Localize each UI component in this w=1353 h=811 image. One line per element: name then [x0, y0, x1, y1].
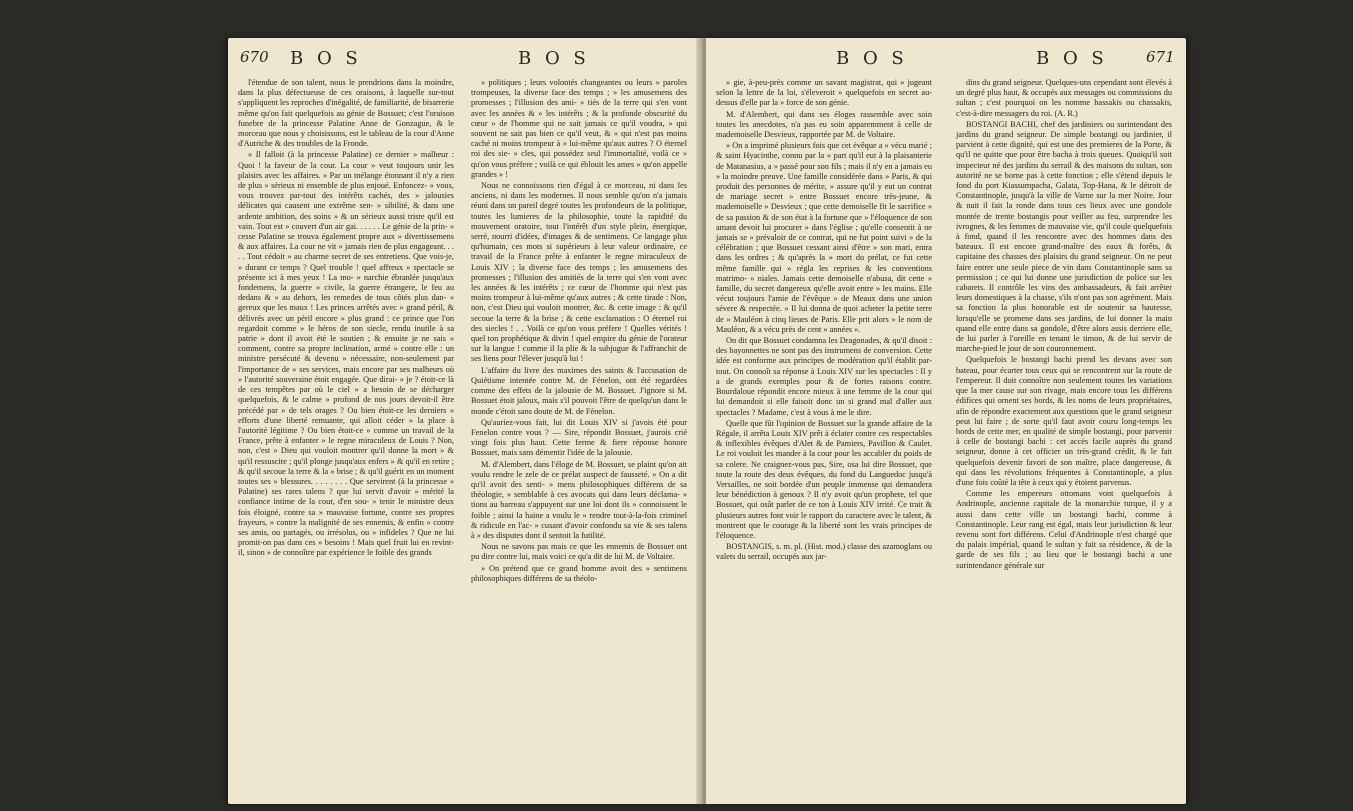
right-column-2 — [956, 78, 1172, 796]
paragraph: On dit que Bossuet condamna les Dragonades, & qu'il disoit : des bayonnettes ne sont pas des instrumens de conversion. Cette idée est conforme aux principes de modération qu'il établit par-tout. On connoît sa réponse à Louis XIV sur les spectacles : Il y a de grands exemples pour & de fortes raisons contre. Bourdaloue répondit encore mieux à une femme de la cour qui lui demandoit si elle faisoit donc un si grand mal d'aller aux spectacles ? Madame, c'est à vous à me le dire. — [716, 336, 932, 417]
paragraph: » gie, à-peu-près comme un savant magistrat, qui » jugeant selon la lettre de la loi, s'éleveroit » quelquefois en secret au-dessus d'elle par la » force de son génie. — [716, 78, 932, 108]
right-page — [706, 38, 1186, 804]
right-columns — [716, 78, 1176, 796]
paragraph: Quelquefois le bostangi bachi prend les devans avec son bateau, pour écarter tous ceux qui se rencontrent sur la route de l'empereur. Il doit connoître non seulement toutes les variations que la mer cause sur son rivage, mais encore tous les différens édifices qui ornent ses bords, & les noms de leurs propriétaires, afin de répondre exactement aux questions que le grand seigneur peut lui faire ; de sorte qu'il faut avoir couru long-temps les bords de cette mer, en qualité de simple bostangi, pour parvenir à celle de bostangi bachi : cet accès facile auprès du grand seigneur, donne à cet officier un très-grand crédit, & le fait quelquefois devenir favori de son maître, place dangereuse, & qui dans les révolutions fréquentes à Constantinople, a plus d'une fois coûté la tête à ceux qui y étoient parvenus. — [956, 355, 1172, 487]
paragraph: BOSTANGI BACHI, chef des jardiniers ou surintendant des jardins du grand seigneur. De simple bostangi ou jardinier, il parvient à cette dignité, qui est une des premieres de la Porte, & qu'il ne quitte que pour être bacha à trois queues. Quoiqu'il soit inspecteur né des jardins du serrail & des maisons du sultan, son autorité ne se borne pas à cette fonction ; elle s'étend depuis le fond du port Kiassumpacha, Galata, Top-Hana, & le détroit de Constantinople, jusqu'à la ville de Varne sur la mer Noire. Jour & nuit il fait la ronde dans tous ces lieux avec une gondole montée de trente bostangis pour veiller au feu, surprendre les ivrognes, & les femmes de mauvaise vie, qu'il coule quelquefois à fond, quand il les rencontre avec des hommes dans des bateaux. Il est encore grand-maître des eaux & forêts, & capitaine des chasses des plaisirs du grand seigneur. On ne peut faire entrer une seule piece de vin dans Constantinople sans sa permission ; ce qui lui donne une jurisdiction de police sur les cabarets. Il contrôle les vins des ambassadeurs, & fait arrêter leurs domestiques à la chasse, s'ils n'ont pas son agrément. Mais sa fonction la plus honorable est de soutenir sa hautesse, lorsqu'elle se promene dans ses jardins, de lui donner la main quand elle entre dans sa gondole, d'être alors assis derriere elle, de lui parler à l'oreille en tenant le timon, & de lui servir de marche-pied le jour de son couronnement. — [956, 119, 1172, 354]
left-head-word-center: B O S — [518, 48, 590, 69]
paragraph: L'affaire du livre des maximes des saints & l'accusation de Quiétisme intentée contre M. de Fénelon, ont été regardées comme des effets de la jalousie de M. Bossuet. J'ignore si M. Bossuet étoit jaloux, mais s'il pouvoit l'être de quelqu'un dans le monde c'étoit sans doute de M. de Fénelon. — [471, 365, 687, 416]
paragraph: » On prétend que ce grand homme avoit des » sentimens philosophiques différens de sa théolo- — [471, 563, 687, 583]
right-head-word: B O S — [1036, 48, 1108, 69]
right-column-1 — [716, 78, 932, 796]
paragraph: M. d'Alembert, dans l'éloge de M. Bossuet, se plaint qu'on ait voulu rendre le zele de ce prélat suspect de fausseté. » On a dit qu'il avoit des senti- » mens philosophiques différens de sa théologie, » semblable à ces avocats qui dans leurs déclama- » tions au barreau s'appuyent sur une loi dont ils » connoissent le foible ; ainsi la haine a voulu le » rendre tout-à-la-fois criminel & ridicule en l'ac- » cusant d'avoir confondu sa vie & ses talens à » des disputes dont il sentoit la futilité. — [471, 459, 687, 540]
paragraph: Quelle que fût l'opinion de Bossuet sur la grande affaire de la Régale, il arrêta Louis XIV prêt à éclater contre ces respectables & inflexibles évêques d'Alet & de Pamiers, Pavillon & Caulet. Le roi vouloit les mander à la cour pour les accabler du poids de sa colere. Ne craignez-vous pas, Sire, osa lui dire Bossuet, que toute la route des deux évêques, du fond du Languedoc jusqu'à Versailles, ne soit bordée d'un peuple immense qui demandera leur bénédiction à genoux ? Il n'y avoit qu'un prophete, tel que Bossuet, qui osât parler de ce ton à Louis XIV irrité. Ce trait & plusieurs autres font voir le rapport du caractere avec le talent, & montrent que le courage & la liberté sont les vrais principes de l'éloquence. — [716, 418, 932, 540]
right-head-word-center: B O S — [836, 48, 908, 69]
paragraph: » On a imprimé plusieurs fois que cet évêque a » vécu marié ; & saint Hyacinthe, connu par la » part qu'il eut à la plaisanterie de Matanasius, a » passé pour son fils ; mais il n'y en a jamais eu » la moindre preuve. Une famille considérée dans » Paris, & qui produit des personnes de mérite, » assure qu'il y eut un contrat de mariage secret » entre Bossuet encore très-jeune, & mademoiselle » Desvieux ; que cette demoiselle fit le sacrifice » de sa passion & de son état à la fortune que » l'éloquence de son amant devoit lui procurer » dans l'église ; qu'elle consentit à ne jamais se » prévaloir de ce contrat, qui ne fut point suivi » de la célébration ; que Bossuet cessant ainsi d'être » son mari, entra dans les ordres ; & qu'après la » mort du prélat, ce fut cette même famille qui » régla les reprises & les conventions matrimo- » niales. Jamais cette demoiselle n'abusa, dit cette » famille, du secret dangereux qu'elle avoit entre » les mains. Elle vécut toujours l'amie de l'évêque » de Meaux dans une union sévere & respectée. » Il lui donna de quoi acheter la petite terre de » Mauléon à cinq lieues de Paris. Elle prit alors » le nom de Mauléon, & a vécu près de cent » années ». — [716, 141, 932, 334]
paragraph: Comme les empereurs ottomans vont quelquefois à Andrinople, ancienne capitale de la monarchie turque, il y a aussi dans cette ville un bostangi bachi, comme à Constantinople. Leur rang est égal, mais leur jurisdiction & leur revenu sont fort différens. Celui d'Andrinople n'est chargé que du palais impérial, quand le sultan y fait sa résidence, & de la garde de ses fils ; au lieu que le bostangi bachi a une surintendance générale sur — [956, 489, 1172, 570]
paragraph: Nous ne savons pas mais ce que les ennemis de Bossuet ont pu dire contre lui, mais voici ce qu'a dit de lui M. de Voltaire. — [471, 542, 687, 562]
paragraph: BOSTANGIS, s. m. pl. (Hist. mod.) classe des azamoglans ou valets du serrail, occupés aux jar- — [716, 542, 932, 562]
left-columns — [238, 78, 692, 796]
left-column-1 — [238, 78, 454, 796]
left-column-2 — [471, 78, 687, 796]
paragraph: » politiques ; leurs volontés changeantes ou leurs » paroles trompeuses, la diverse face des temps ; » les amusemens des promesses ; l'illusion des ami- » tiés de la terre qui s'en vont avec les années & » les intérêts ; & la profonde obscurité du cœur » de l'homme qui ne sait jamais ce qu'il voudra, » qui souvent ne sait pas bien ce qu'il veut, & » qui n'est pas moins caché ni moins trompeur à » lui-même qu'aux autres ? O éternel roi des sie- » cles, qui possédez seul l'immortalité, voilà ce » qu'on vous préfere ; voilà ce qui éblouit les ames » qu'on appelle grandes » ! — [471, 78, 687, 179]
paragraph: Nous ne connoissons rien d'égal à ce morceau, ni dans les anciens, ni dans les modernes. Il nous semble qu'on n'a jamais réuni dans un pareil degré toutes les profondeurs de la politique, toutes les lumieres de la philosophie, toute la rapidité du mouvement oratoire, tout l'intérêt d'un style plein, énergique, serré, nourri d'idées, d'images & de sentimens. Ce langage plus qu'humain, ces mots si supérieurs à leur valeur ordinaire, ce travail de la France prête à enfanter le regne miraculeux de Louis XIV ; la diverse face des temps ; les amusemens des promesses ; l'illusion des amitiés de la terre qui s'en vont avec les années & les intérêts ; ce cœur de l'homme qui n'est pas moins trompeur à lui-même qu'aux autres ; & cette tirade : Non, non, c'est Dieu qui vouloit montrer, &c. & cette image : & qu'il secoue la terre & la brise ; & cette exclamation : O éternel roi des siecles ! . . Voilà ce qu'on vous préfere ! Quelles vérités ! quel ton prophétique & divin ! quel empire du génie de l'orateur sur la langue ! comme il la plie & la subjugue & l'affranchit de ses liens pour l'élever jusqu'à lui ! — [471, 181, 687, 364]
right-running-head — [706, 48, 1186, 68]
left-page — [228, 38, 702, 804]
paragraph: l'étendue de son talent, nous le prendrions dans la moindre, dans la plus défectueuse de ces oraisons, à laquelle sur-tout s'appliquent les reproches d'inégalité, de familiarité, de bisarrerie même qu'on fait quelquefois au génie de Bossuet; c'est l'oraison funebre de la princesse Palatine Anne de Gonzague, & le morceau que nous y choisissons, est le tableau de la cour d'Anne d'Autriche & des troubles de la Fronde. — [238, 78, 454, 149]
right-page-number: 671 — [1146, 48, 1175, 66]
left-running-head — [228, 48, 702, 68]
paragraph: M. d'Alembert, qui dans ses éloges rassemble avec soin toutes les anecdotes, n'a pas eu soin apparemment à celle de mademoiselle Desvieux, rapportée par M. de Voltaire. — [716, 109, 932, 140]
paragraph: Qu'auriez-vous fait, lui dit Louis XIV si j'avois été pour Fenelon contre vous ? — Sire, répondit Bossuet, j'aurois crié vingt fois plus haut. Cette ferme & fiere réponse honore Bossuet, mais sans démentir l'idée de la jalousie. — [471, 417, 687, 458]
paragraph: » Il falloit (à la princesse Palatine) ce dernier » malheur : Quoi ! la faveur de la cour. La cour » veut toujours unir les plaisirs avec les affaires. » Par un mélange étonnant il n'y a rien de plus » sérieux ni ensemble de plus enjoué. Enfoncez- » vous, vous trouvez par-tout des intérêts cachés, des » jalousies délicates qui causent une extrême sen- » sibilité, & dans une ardente ambition, des soins » & un sérieux aussi triste qu'il est vain. Tout est » couvert d'un air gai. . . . . . Le génie de la prin- » cesse Palatine se trouva également propre aux » divertissemens & aux affaires. La cour ne vit » jamais rien de plus engageant. . . . . Tout cédoit » au charme secret de ses entretiens. Que vois-je, » durant ce temps ? Quel trouble ! quel affreux » spectacle se présente ici à mes yeux ! La mo- » narchie ébranlée jusqu'aux fondemens, la guerre » civile, la guerre étrangere, le feu au dedans & » au dehors, les remedes de tous côtés plus dan- » gereux que les maux ! Les princes arrêtés avec » grand péril, & délivrés avec un péril encore » plus grand : ce prince que l'on regardoit comme » le héros de son siecle, rendu inutile à sa patrie » dont il avoit été le soutien ; & ensuite je ne sais » comment, contre sa propre inclination, armé » contre elle : un ministre persécuté & devenu » nécessaire, non-seulement par l'importance de » ses services, mais encore par ses malheurs où » l'autorité souveraine étoit engagée. Que dirai- » je ? étoit-ce là de ces tempêtes par où le ciel » a besoin de se décharger quelquefois, & le calme » profond de nos jours devoit-il être précédé par » de tels orages ? Ou bien étoit-ce les derniers » efforts d'une liberté remuante, qui alloit céder » la place à l'autorité légitime ? Ou bien étoit-ce » comme un travail de la France, prête à enfanter » le regne miraculeux de Louis ? Non, non, c'est » Dieu qui vouloit montrer qu'il donne la mort » & qu'il ressuscite ; qu'il plonge jusqu'aux enfers » & qu'il en retire ; & qu'il secoue la terre & la » brise ; & qu'il guérit en un moment toutes ses » blessures. . . . . . . . Que servirent (à la princesse » Palatine) ses rares talens ? que lui servit d'avoir » mérité la confiance intime de la cour, d'en sou- » tenir le ministre deux fois éloigné, contre sa » mauvaise fortune, contre ses propres frayeurs, » contre la malignité de ses ennemis, & enfin » contre ses amis, ou partagés, ou irrésolus, ou » infideles ? Que ne lui promit-on pas dans ces » besoins ! Mais quel fruit lui en revint-il, sinon » de connoître par expérience le foible des grands — [238, 150, 454, 558]
left-page-number: 670 — [240, 48, 269, 66]
paragraph: dins du grand seigneur. Quelques-uns cependant sont élevés à un degré plus haut, & occupés aux messages ou commissions du sultan ; c'est pourquoi on les nomme hassakis ou chassakis, c'est-à-dire messagers du roi. (A. R.) — [956, 78, 1172, 118]
left-head-word: B O S — [290, 48, 362, 69]
